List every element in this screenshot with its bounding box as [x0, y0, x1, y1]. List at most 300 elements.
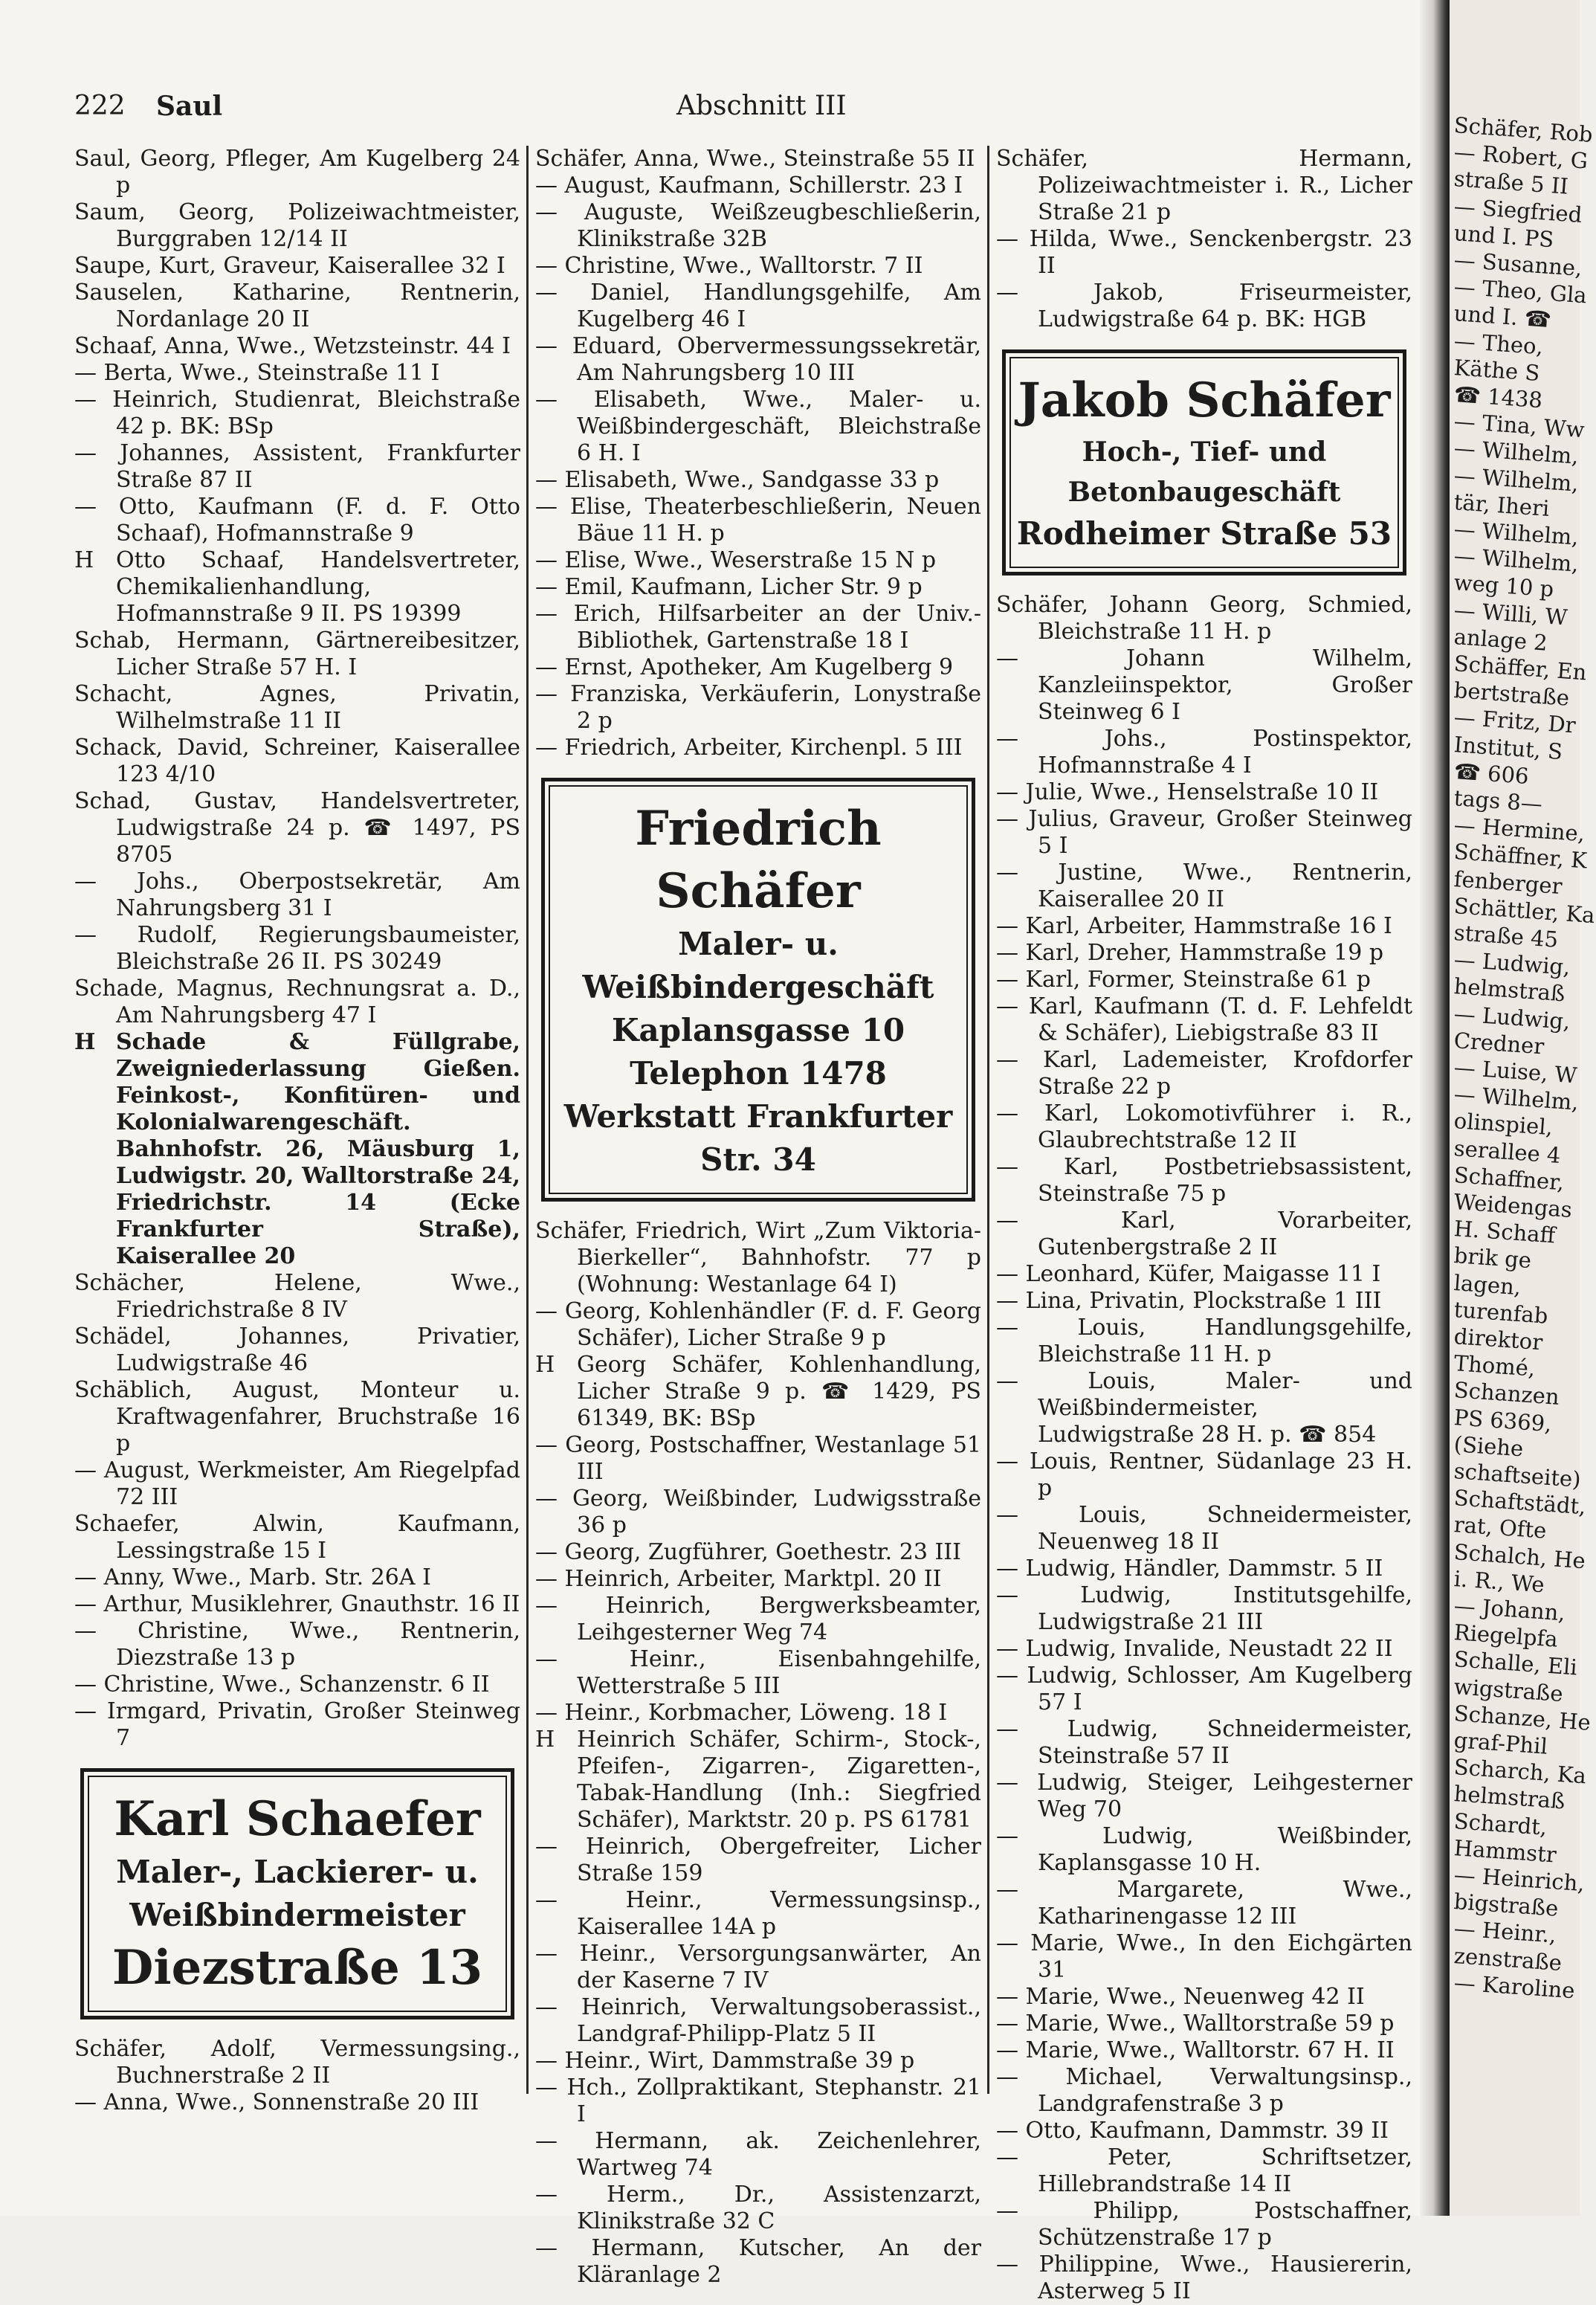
- directory-entry: [535, 574, 981, 601]
- entry-text: — Otto, Kaufmann (F. d. F. Otto Schaaf), Hofmannstraße 9: [74, 494, 520, 547]
- directory-entry: [996, 940, 1412, 967]
- entry-text: — Ludwig, Schlosser, Am Kugelberg 57 I: [996, 1663, 1412, 1715]
- directory-entry: [535, 494, 981, 547]
- directory-entry: [996, 1823, 1412, 1877]
- entry-text: — Louis, Schneidermeister, Neuenweg 18 II: [996, 1502, 1412, 1555]
- directory-entry: [996, 913, 1412, 940]
- entry-text: Schäfer, Johann Georg, Schmied, Bleichstraße 11 H. p: [996, 592, 1412, 645]
- directory-entry: [996, 1502, 1412, 1556]
- entry-text: — Berta, Wwe., Steinstraße 11 I: [74, 360, 440, 386]
- directory-entry: [535, 601, 981, 654]
- directory-entry: [535, 467, 981, 494]
- section-title: Abschnitt III: [676, 91, 847, 121]
- advertisement-box: [541, 778, 975, 1202]
- directory-entry: [996, 1208, 1412, 1261]
- directory-entry: [74, 1618, 520, 1671]
- directory-entry: [535, 1539, 981, 1566]
- entry-text: Schab, Hermann, Gärtnereibesitzer, Licher Straße 57 H. I: [74, 628, 520, 680]
- next-page-fragment: olinspiel,: [1453, 1108, 1554, 1141]
- next-page-fragment: — Siegfried: [1453, 193, 1583, 228]
- entry-text: — Heinrich, Bergwerksbeamter, Leihgesterner Weg 74: [535, 1593, 981, 1645]
- entry-text: — Karl, Dreher, Hammstraße 19 p: [996, 940, 1384, 966]
- entry-text: — Ernst, Apotheker, Am Kugelberg 9: [535, 654, 954, 680]
- entry-text: — Heinrich, Studienrat, Bleichstraße 42 p. BK: BSp: [74, 387, 520, 439]
- directory-entry: [535, 1432, 981, 1486]
- entry-text: Schäblich, August, Monteur u. Kraftwagenfahrer, Bruchstraße 16 p: [74, 1377, 520, 1457]
- directory-entry: [535, 681, 981, 735]
- entry-text: — Marie, Wwe., Neuenweg 42 II: [996, 1984, 1365, 2010]
- directory-entry: [74, 681, 520, 735]
- directory-entry: [996, 1984, 1412, 2011]
- entry-text: — Heinr., Versorgungsanwärter, An der Kaserne 7 IV: [535, 1941, 981, 1993]
- entry-text: — Georg, Postschaffner, Westanlage 51 III: [535, 1432, 981, 1485]
- column-3: [996, 146, 1412, 2305]
- next-page-fragment: zenstraße: [1453, 1942, 1563, 1976]
- next-page-fragment: H. Schaff: [1453, 1216, 1557, 1248]
- entry-text: — Heinr., Wirt, Dammstraße 39 p: [535, 2048, 915, 2074]
- directory-entry: [996, 1100, 1412, 1154]
- entry-text: Schäfer, Adolf, Vermessungsing., Buchnerstraße 2 II: [74, 2036, 520, 2089]
- entry-text: — Johs., Postinspektor, Hofmannstraße 4 I: [996, 726, 1412, 778]
- next-page-fragment: helmstraß: [1453, 973, 1566, 1007]
- entry-text: — Ludwig, Invalide, Neustadt 22 II: [996, 1636, 1393, 1662]
- entry-marker: H: [535, 1727, 555, 1753]
- next-page-fragment: — Ludwig,: [1453, 1000, 1571, 1034]
- entry-text: — Karl, Lademeister, Krofdorfer Straße 22 p: [996, 1047, 1412, 1100]
- book-gutter: [1420, 0, 1450, 2216]
- entry-text: — Johs., Oberpostsekretär, Am Nahrungsberg 31 I: [74, 868, 520, 921]
- directory-entry: [74, 976, 520, 1029]
- directory-entry: [996, 726, 1412, 779]
- directory-entry: [996, 2251, 1412, 2305]
- entry-text: — Marie, Wwe., In den Eichgärten 31: [996, 1930, 1412, 1983]
- entry-text: Schäfer, Hermann, Polizeiwachtmeister i. R., Licher Straße 21 p: [996, 146, 1412, 225]
- entry-text: — Heinr., Vermessungsinsp., Kaiserallee 14A p: [535, 1887, 981, 1940]
- entry-text: Georg Schäfer, Kohlenhandlung, Licher Straße 9 p. ☎ 1429, PS 61349, BK: BSp: [577, 1352, 981, 1431]
- directory-entry: [996, 1448, 1412, 1502]
- directory-entry: [535, 253, 981, 280]
- next-page-fragment: — Fritz, Dr: [1453, 704, 1577, 738]
- directory-entry: [535, 735, 981, 761]
- directory-entry: [996, 226, 1412, 280]
- entry-text: Schade, Magnus, Rechnungsrat a. D., Am Nahrungsberg 47 I: [74, 976, 520, 1028]
- next-page-fragment: — Johann,: [1453, 1593, 1566, 1626]
- directory-entry: [74, 2036, 520, 2089]
- entry-text: — Elisabeth, Wwe., Sandgasse 33 p: [535, 467, 940, 493]
- directory-entry: [996, 1556, 1412, 1582]
- directory-entry: [535, 1834, 981, 1887]
- directory-entry: [535, 1646, 981, 1700]
- directory-entry: [74, 1698, 520, 1752]
- directory-entry-business: [74, 1029, 520, 1270]
- entry-text: — Philipp, Postschaffner, Schützenstraße 17 p: [996, 2198, 1412, 2251]
- next-page-fragment: — Wilhelm,: [1453, 462, 1580, 497]
- next-page-fragment: PS 6369,: [1453, 1404, 1553, 1437]
- next-page-strip: [1450, 0, 1596, 2216]
- directory-entry-business: [535, 1727, 981, 1834]
- next-page-fragment: Schalle, Eli: [1453, 1646, 1578, 1680]
- directory-entry-business: [74, 547, 520, 628]
- entry-text: — Elisabeth, Wwe., Maler- u. Weißbindergeschäft, Bleichstraße 6 H. I: [535, 387, 981, 466]
- directory-entry: [996, 592, 1412, 645]
- next-page-fragment: — Wilhelm,: [1453, 1081, 1580, 1115]
- entry-text: — Karl, Postbetriebsassistent, Steinstraße 75 p: [996, 1154, 1412, 1207]
- directory-entry: [996, 2064, 1412, 2118]
- directory-entry: [996, 1930, 1412, 1984]
- entry-text: Heinrich Schäfer, Schirm-, Stock-, Pfeifen-, Zigarren-, Zigaretten-, Tabak-Handlung (Inh.: Siegfried Schäfer), Marktstr. 20 p. PS 61781: [577, 1727, 981, 1833]
- next-page-fragment: — Theo,: [1453, 327, 1544, 359]
- entry-text: — Elise, Wwe., Weserstraße 15 N p: [535, 547, 937, 573]
- directory-entry: [74, 1591, 520, 1618]
- entry-text: — Christine, Wwe., Rentnerin, Diezstraße 13 p: [74, 1618, 520, 1671]
- directory-entry: [996, 993, 1412, 1047]
- next-page-fragment: ☎ 1438: [1453, 381, 1544, 413]
- directory-entry: [996, 2118, 1412, 2144]
- entry-text: Schack, David, Schreiner, Kaiserallee 123 4/10: [74, 735, 520, 787]
- advertisement-line: Telephon 1478: [630, 1055, 887, 1092]
- entry-text: — Hermann, Kutscher, An der Kläranlage 2: [535, 2235, 981, 2288]
- directory-entry: [535, 1941, 981, 1994]
- directory-entry: [74, 1564, 520, 1591]
- directory-entry: [535, 1566, 981, 1593]
- directory-entry: [74, 387, 520, 440]
- page-number: 222: [74, 91, 126, 121]
- entry-text: — Hch., Zollpraktikant, Stephanstr. 21 I: [535, 2074, 981, 2127]
- next-page-fragment: — Hermine,: [1453, 812, 1586, 847]
- directory-entry: [74, 494, 520, 547]
- next-page-fragment: Institut, S: [1453, 731, 1564, 764]
- directory-entry: [996, 1582, 1412, 1636]
- next-page-fragment: Schaffner,: [1453, 1161, 1566, 1196]
- entry-text: — Ludwig, Weißbinder, Kaplansgasse 10 H.: [996, 1823, 1412, 1876]
- next-page-fragment: — Tina, Ww: [1453, 408, 1586, 443]
- directory-entry: [74, 868, 520, 922]
- advertisement-line: Rodheimer Straße 53: [1016, 515, 1392, 552]
- next-page-fragment: Weidengas: [1453, 1189, 1573, 1223]
- column-1: [74, 146, 520, 2116]
- next-page-fragment: — Theo, Gla: [1453, 274, 1588, 309]
- entry-text: Schädel, Johannes, Privatier, Ludwigstraße 46: [74, 1324, 520, 1376]
- next-page-fragment: — Ludwig,: [1453, 947, 1571, 981]
- directory-entry: [74, 440, 520, 494]
- entry-text: Schaefer, Alwin, Kaufmann, Lessingstraße 15 I: [74, 1511, 520, 1564]
- entry-text: — Ludwig, Schneidermeister, Steinstraße 57 II: [996, 1716, 1412, 1769]
- entry-text: — Ludwig, Institutsgehilfe, Ludwigstraße 21 III: [996, 1582, 1412, 1635]
- next-page-fragment: lagen,: [1453, 1269, 1522, 1300]
- advertisement-line: Kaplansgasse 10: [611, 1012, 905, 1048]
- directory-entry: [535, 2235, 981, 2289]
- next-page-fragment: Schanzen: [1453, 1377, 1560, 1411]
- entry-text: — Ludwig, Händler, Dammstr. 5 II: [996, 1556, 1383, 1582]
- next-page-fragment: Hammstr: [1453, 1834, 1557, 1868]
- entry-text: — Rudolf, Regierungsbaumeister, Bleichstraße 26 II. PS 30249: [74, 922, 520, 975]
- next-page-fragment: Credner: [1453, 1027, 1545, 1060]
- entry-text: — Heinr., Korbmacher, Löweng. 18 I: [535, 1700, 948, 1726]
- advertisement-line: Maler- u. Weißbindergeschäft: [582, 926, 934, 1005]
- directory-entry: [996, 1716, 1412, 1770]
- directory-entry: [74, 628, 520, 681]
- next-page-fragment: — Karoline: [1453, 1969, 1576, 2004]
- entry-text: — Karl, Arbeiter, Hammstraße 16 I: [996, 913, 1392, 939]
- entry-text: — August, Kaufmann, Schillerstr. 23 I: [535, 173, 963, 199]
- next-page-fragment: i. R., We: [1453, 1565, 1545, 1598]
- directory-entry: [74, 1324, 520, 1377]
- directory-entry: [535, 1298, 981, 1352]
- entry-text: — Hermann, ak. Zeichenlehrer, Wartweg 74: [535, 2128, 981, 2181]
- entry-text: Schächer, Helene, Wwe., Friedrichstraße 8 IV: [74, 1270, 520, 1323]
- entry-text: Sauselen, Katharine, Rentnerin, Nordanlage 20 II: [74, 280, 520, 332]
- directory-entry: [535, 1218, 981, 1298]
- entry-text: — Karl, Vorarbeiter, Gutenbergstraße 2 II: [996, 1208, 1412, 1260]
- next-page-fragment: tär, Iheri: [1453, 489, 1551, 521]
- entry-text: — Louis, Maler- und Weißbindermeister, Ludwigstraße 28 H. p. ☎ 854: [996, 1368, 1412, 1448]
- advertisement-line: Maler-, Lackierer- u.: [116, 1854, 479, 1890]
- next-page-fragment: weg 10 p: [1453, 570, 1555, 602]
- next-page-fragment: (Siehe: [1453, 1431, 1525, 1462]
- entry-text: — Daniel, Handlungsgehilfe, Am Kugelberg 46 I: [535, 280, 981, 332]
- entry-text: — Auguste, Weißzeugbeschließerin, Klinikstraße 32B: [535, 199, 981, 252]
- entry-text: — Franziska, Verkäuferin, Lonystraße 2 p: [535, 681, 981, 734]
- directory-entry: [535, 2048, 981, 2074]
- next-page-fragment: Schäffer, En: [1453, 651, 1588, 686]
- entry-text: — Herm., Dr., Assistenzarzt, Klinikstraße 32 C: [535, 2182, 981, 2234]
- advertisement-name: Jakob Schäfer: [1018, 373, 1391, 428]
- entry-text: Schäfer, Anna, Wwe., Steinstraße 55 II: [535, 146, 975, 172]
- entry-text: — Elise, Theaterbeschließerin, Neuen Bäue 11 H. p: [535, 494, 981, 547]
- entry-text: — Georg, Weißbinder, Ludwigsstraße 36 p: [535, 1486, 981, 1538]
- directory-entry: [535, 146, 981, 173]
- next-page-fragment: — Luise, W: [1453, 1054, 1578, 1089]
- column-2: [535, 146, 981, 2289]
- entry-text: — Julius, Graveur, Großer Steinweg 5 I: [996, 806, 1412, 859]
- directory-entry: [74, 1511, 520, 1564]
- next-page-fragment: — Robert, G: [1453, 139, 1589, 174]
- next-page-fragment: rat, Ofte: [1453, 1512, 1548, 1544]
- entry-text: — Karl, Former, Steinstraße 61 p: [996, 967, 1371, 993]
- entry-marker: H: [74, 1029, 96, 1055]
- entry-text: Saul, Georg, Pfleger, Am Kugelberg 24 p: [74, 146, 520, 199]
- entry-text: — Julie, Wwe., Henselstraße 10 II: [996, 779, 1379, 805]
- directory-entry: [74, 199, 520, 253]
- entry-text: — Georg, Kohlenhändler (F. d. F. Georg Schäfer), Licher Straße 9 p: [535, 1298, 981, 1351]
- next-page-fragment: — Heinrich,: [1453, 1862, 1586, 1897]
- entry-text: — Karl, Kaufmann (T. d. F. Lehfeldt & Schäfer), Liebigstraße 83 II: [996, 993, 1412, 1046]
- directory-entry: [996, 2011, 1412, 2037]
- entry-text: — Marie, Wwe., Walltorstraße 59 p: [996, 2011, 1395, 2037]
- entry-text: Otto Schaaf, Handelsvertreter, Chemikalienhandlung, Hofmannstraße 9 II. PS 19399: [116, 547, 520, 627]
- next-page-fragment: brik ge: [1453, 1242, 1533, 1274]
- entry-text: — Johannes, Assistent, Frankfurter Straße 87 II: [74, 440, 520, 493]
- directory-entry: [996, 1770, 1412, 1823]
- next-page-fragment: straße 45: [1453, 920, 1560, 952]
- directory-entry: [996, 860, 1412, 913]
- directory-entry: [535, 1887, 981, 1941]
- entry-text: — Christine, Wwe., Walltorstr. 7 II: [535, 253, 923, 279]
- directory-entry: [535, 387, 981, 467]
- directory-entry-business: [535, 1352, 981, 1432]
- next-page-fragment: Thomé,: [1453, 1350, 1537, 1382]
- directory-entry: [74, 360, 520, 387]
- entry-text: — Christine, Wwe., Schanzenstr. 6 II: [74, 1671, 490, 1698]
- advertisement-line: Diezstraße 13: [112, 1940, 483, 1996]
- next-page-fragment: Schaftstädt,: [1453, 1485, 1587, 1520]
- directory-entry: [535, 2182, 981, 2235]
- directory-entry: [996, 1315, 1412, 1368]
- directory-entry: [996, 146, 1412, 226]
- entry-text: — Ludwig, Steiger, Leihgesterner Weg 70: [996, 1770, 1412, 1822]
- entry-text: — Eduard, Obervermessungssekretär, Am Nahrungsberg 10 III: [535, 333, 981, 386]
- directory-entry: [74, 280, 520, 333]
- entry-text: — Irmgard, Privatin, Großer Steinweg 7: [74, 1698, 520, 1751]
- entry-text: — Erich, Hilfsarbeiter an der Univ.-Bibliothek, Gartenstraße 18 I: [535, 601, 981, 654]
- column-rule: [526, 146, 529, 2094]
- column-rule: [987, 146, 989, 2094]
- entry-text: — Karl, Lokomotivführer i. R., Glaubrechtstraße 12 II: [996, 1100, 1412, 1153]
- next-page-fragment: fenberger: [1453, 865, 1563, 899]
- entry-text: — Heinrich, Verwaltungsoberassist., Landgraf-Philipp-Platz 5 II: [535, 1994, 981, 2047]
- directory-entry: [535, 2128, 981, 2182]
- directory-entry: [996, 806, 1412, 860]
- directory-entry: [996, 2037, 1412, 2064]
- directory-entry: [996, 1663, 1412, 1716]
- entry-text: Schäfer, Friedrich, Wirt „Zum Viktoria-Bierkeller“, Bahnhofstr. 77 p (Wohnung: Westanlage 64 I): [535, 1218, 981, 1297]
- entry-text: — Philippine, Wwe., Hausiererin, Asterweg 5 II: [996, 2251, 1412, 2304]
- next-page-fragment: bertstraße: [1453, 677, 1571, 711]
- directory-entry: [74, 1270, 520, 1324]
- entry-text: — August, Werkmeister, Am Riegelpfad 72 III: [74, 1457, 520, 1510]
- entry-text: — Justine, Wwe., Rentnerin, Kaiserallee 20 II: [996, 860, 1412, 912]
- directory-entry: [74, 1671, 520, 1698]
- directory-entry: [996, 280, 1412, 333]
- directory-entry: [535, 280, 981, 333]
- next-page-fragment: turenfab: [1453, 1296, 1549, 1329]
- advertisement-line: Hoch-, Tief- und Betonbaugeschäft: [1067, 436, 1341, 508]
- directory-entry: [74, 735, 520, 788]
- next-page-fragment: tags 8—: [1453, 785, 1543, 817]
- directory-entry: [996, 779, 1412, 806]
- entry-text: — Lina, Privatin, Plockstraße 1 III: [996, 1288, 1382, 1314]
- next-page-fragment: serallee 4: [1453, 1135, 1562, 1168]
- advertisement-box: [1002, 349, 1406, 576]
- entry-text: Schacht, Agnes, Privatin, Wilhelmstraße 11 II: [74, 681, 520, 734]
- entry-text: — Marie, Wwe., Walltorstr. 67 H. II: [996, 2037, 1395, 2063]
- entry-text: — Peter, Schriftsetzer, Hillebrandstraße 14 II: [996, 2144, 1412, 2197]
- directory-entry: [996, 1047, 1412, 1100]
- page-header: [74, 91, 1420, 128]
- directory-entry: [74, 146, 520, 199]
- advertisement-name: Friedrich Schäfer: [635, 801, 882, 919]
- next-page-fragment: helmstraß: [1453, 1781, 1566, 1814]
- advertisement-line: Werkstatt Frankfurter Str. 34: [563, 1098, 953, 1178]
- directory-entry: [74, 1457, 520, 1511]
- directory-entry: [74, 1377, 520, 1457]
- directory-entry: [535, 1486, 981, 1539]
- entry-text: — Leonhard, Küfer, Maigasse 11 I: [996, 1261, 1381, 1287]
- next-page-fragment: Schättler, Ka: [1453, 892, 1596, 929]
- directory-entry: [535, 1700, 981, 1727]
- next-page-fragment: — Wilhelm,: [1453, 435, 1580, 470]
- entry-text: — Louis, Rentner, Südanlage 23 H. p: [996, 1448, 1412, 1501]
- entry-text: — Heinrich, Arbeiter, Marktpl. 20 II: [535, 1566, 942, 1592]
- directory-entry: [535, 1593, 981, 1646]
- next-page-fragment: und I. ☎: [1453, 300, 1553, 333]
- directory-entry: [535, 333, 981, 387]
- directory-entry: [535, 654, 981, 681]
- entry-text: — Arthur, Musiklehrer, Gnauthstr. 16 II: [74, 1591, 520, 1617]
- advertisement-box: [80, 1768, 514, 2019]
- directory-entry: [996, 645, 1412, 726]
- next-page-fragment: und I. PS: [1453, 219, 1555, 253]
- directory-entry: [996, 1877, 1412, 1930]
- directory-entry: [535, 1994, 981, 2048]
- entry-text: Saum, Georg, Polizeiwachtmeister, Burggraben 12/14 II: [74, 199, 520, 252]
- next-page-fragment: Riegelpfa: [1453, 1619, 1559, 1652]
- entry-text: — Hilda, Wwe., Senckenbergstr. 23 II: [996, 226, 1412, 279]
- directory-entry: [74, 333, 520, 360]
- advertisement-line: Weißbindermeister: [129, 1897, 465, 1933]
- entry-text: — Heinrich, Obergefreiter, Licher Straße 159: [535, 1834, 981, 1886]
- next-page-fragment: schaftseite): [1453, 1458, 1582, 1492]
- directory-entry: [74, 788, 520, 868]
- entry-text: — Louis, Handlungsgehilfe, Bleichstraße 11 H. p: [996, 1315, 1412, 1367]
- entry-text: — Friedrich, Arbeiter, Kirchenpl. 5 III: [535, 735, 963, 761]
- entry-text: Saupe, Kurt, Graveur, Kaiserallee 32 I: [74, 253, 505, 279]
- next-page-fragment: — Susanne,: [1453, 247, 1583, 282]
- directory-entry: [996, 967, 1412, 993]
- directory-entry: [535, 547, 981, 574]
- advertisement-name: Karl Schaefer: [114, 1791, 481, 1847]
- next-page-fragment: wigstraße: [1453, 1673, 1564, 1706]
- entry-text: — Otto, Kaufmann, Dammstr. 39 II: [996, 2118, 1389, 2144]
- next-page-fragment: anlage 2: [1453, 623, 1548, 656]
- entry-text: — Anna, Wwe., Sonnenstraße 20 III: [74, 2089, 479, 2115]
- next-page-fragment: Schäfer, Rob: [1453, 112, 1594, 147]
- entry-text: Schad, Gustav, Handelsvertreter, Ludwigstraße 24 p. ☎ 1497, PS 8705: [74, 788, 520, 868]
- directory-entry: [535, 2074, 981, 2128]
- directory-entry: [535, 199, 981, 253]
- directory-entry: [996, 1154, 1412, 1208]
- directory-entry: [74, 922, 520, 976]
- entry-text: — Heinr., Eisenbahngehilfe, Wetterstraße 5 III: [535, 1646, 981, 1699]
- next-page-fragment: — Wilhelm,: [1453, 543, 1580, 577]
- directory-entry: [74, 2089, 520, 2116]
- directory-entry: [535, 173, 981, 199]
- entry-marker: H: [74, 547, 94, 573]
- next-page-fragment: ☎ 606: [1453, 758, 1530, 789]
- entry-text: — Georg, Zugführer, Goethestr. 23 III: [535, 1539, 962, 1565]
- directory-entry: [996, 2144, 1412, 2198]
- directory-entry: [996, 2198, 1412, 2251]
- directory-entry: [74, 253, 520, 280]
- entry-text: Schade & Füllgrabe, Zweigniederlassung Gießen. Feinkost-, Konfitüren- und Kolonialwarengeschäft. Bahnhofstr. 26, Mäusburg 1, Ludwigstr. 20, Walltorstraße 24, Friedrichstr. 14 (Ecke Frankfurter Straße), Kaiserallee 20: [116, 1029, 520, 1269]
- entry-text: — Johann Wilhelm, Kanzleiinspektor, Großer Steinweg 6 I: [996, 645, 1412, 725]
- next-page-fragment: — Wilhelm,: [1453, 516, 1580, 550]
- directory-entry: [996, 1368, 1412, 1448]
- next-page-fragment: Schanze, He: [1453, 1700, 1592, 1735]
- entry-marker: H: [535, 1352, 555, 1378]
- next-page-fragment: Käthe S: [1453, 354, 1541, 386]
- next-page-fragment: Scharch, Ka: [1453, 1754, 1588, 1789]
- next-page-fragment: — Willi, W: [1453, 596, 1568, 631]
- entry-text: — Emil, Kaufmann, Licher Str. 9 p: [535, 574, 923, 600]
- entry-text: — Michael, Verwaltungsinsp., Landgrafenstraße 3 p: [996, 2064, 1412, 2117]
- entry-text: — Anny, Wwe., Marb. Str. 26A I: [74, 1564, 431, 1590]
- entry-text: Schaaf, Anna, Wwe., Wetzsteinstr. 44 I: [74, 333, 511, 359]
- next-page-fragment: Schalch, He: [1453, 1538, 1586, 1573]
- directory-entry: [996, 1288, 1412, 1315]
- next-page-fragment: straße 5 II: [1453, 166, 1569, 200]
- directory-entry: [996, 1261, 1412, 1288]
